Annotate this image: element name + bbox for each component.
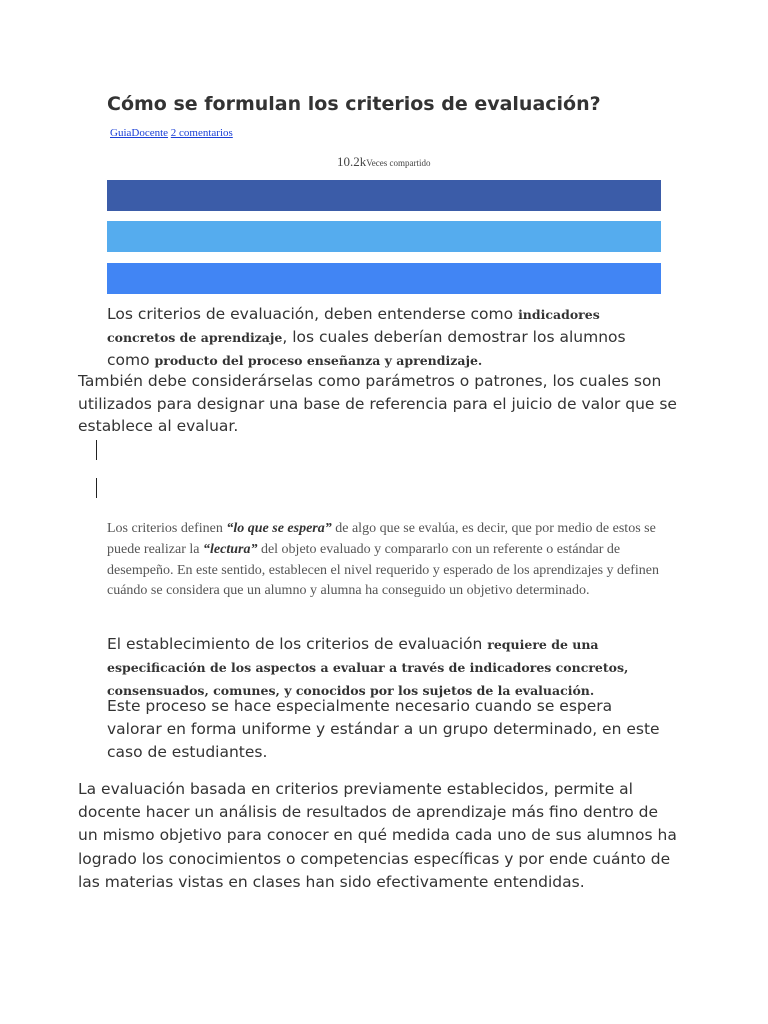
text-cursor-mark: [96, 440, 97, 460]
share-button-3[interactable]: [107, 263, 661, 294]
share-count: 10.2k: [337, 154, 367, 169]
quote-emphasis: “lo que se espera”: [226, 521, 332, 536]
paragraph-bold-text: producto del proceso enseñanza y aprendizaje.: [154, 353, 483, 368]
paragraph-establishment: [107, 633, 672, 702]
share-button-2[interactable]: [107, 221, 661, 252]
paragraph-text: , los cuales deberían demostrar los alumnos como: [107, 328, 626, 369]
paragraph-bold-text: requiere de una especificación de los aspectos a evaluar a través de indicadores concretos, consensuados, comunes, y conocidos por los sujetos de la evaluación.: [107, 637, 629, 698]
quote-text: del objeto evaluado y compararlo con un referente o estándar de desempeño. En este sentido, establecen el nivel requerido y esperado de los aprendizajes y definen cuándo se considera que un alumno y alumna ha conseguido un objetivo determinado.: [107, 541, 660, 599]
author-link[interactable]: GuiaDocente: [110, 127, 169, 139]
share-button-1[interactable]: [107, 180, 661, 211]
text-cursor-mark: [96, 478, 97, 498]
paragraph-process: Este proceso se hace especialmente necesario cuando se espera valorar en forma uniforme y estándar a un grupo determinado, en este caso de estudiantes.: [107, 697, 660, 761]
quote-text: Los criterios definen: [107, 521, 227, 536]
paragraph-bold-text: indicadores concretos de aprendizaje: [107, 307, 600, 345]
comments-link[interactable]: 2 comentarios: [170, 127, 233, 139]
share-counter: [337, 153, 430, 171]
paragraph-evaluation: La evaluación basada en criterios previamente establecidos, permite al docente hacer un análisis de resultados de aprendizaje más fino dentro de un mismo objetivo para conocer en qué medida cada uno de sus alumnos ha logrado los conocimientos o competencias específicas y por ende cuánto de las materias vistas en clases han sido efectivamente entendidas.: [78, 780, 677, 891]
paragraph-parameters: También debe considerárselas como parámetros o patrones, los cuales son utilizados para designar una base de referencia para el juicio de valor que se establece al evaluar.: [78, 372, 677, 435]
quote-text: de algo que se evalúa, es decir, que por medio de estos se puede realizar la: [107, 521, 656, 557]
paragraph-criteria-definition: [107, 303, 667, 372]
article-title: Cómo se formulan los criterios de evaluación?: [107, 93, 601, 115]
paragraph-text: El establecimiento de los criterios de evaluación: [107, 635, 488, 653]
paragraph-text: Los criterios de evaluación, deben entenderse como: [107, 305, 519, 323]
article-meta: [110, 127, 233, 139]
quote-emphasis: “lectura”: [203, 541, 258, 557]
quote-block: [107, 519, 667, 602]
share-count-label: Veces compartido: [366, 158, 431, 168]
